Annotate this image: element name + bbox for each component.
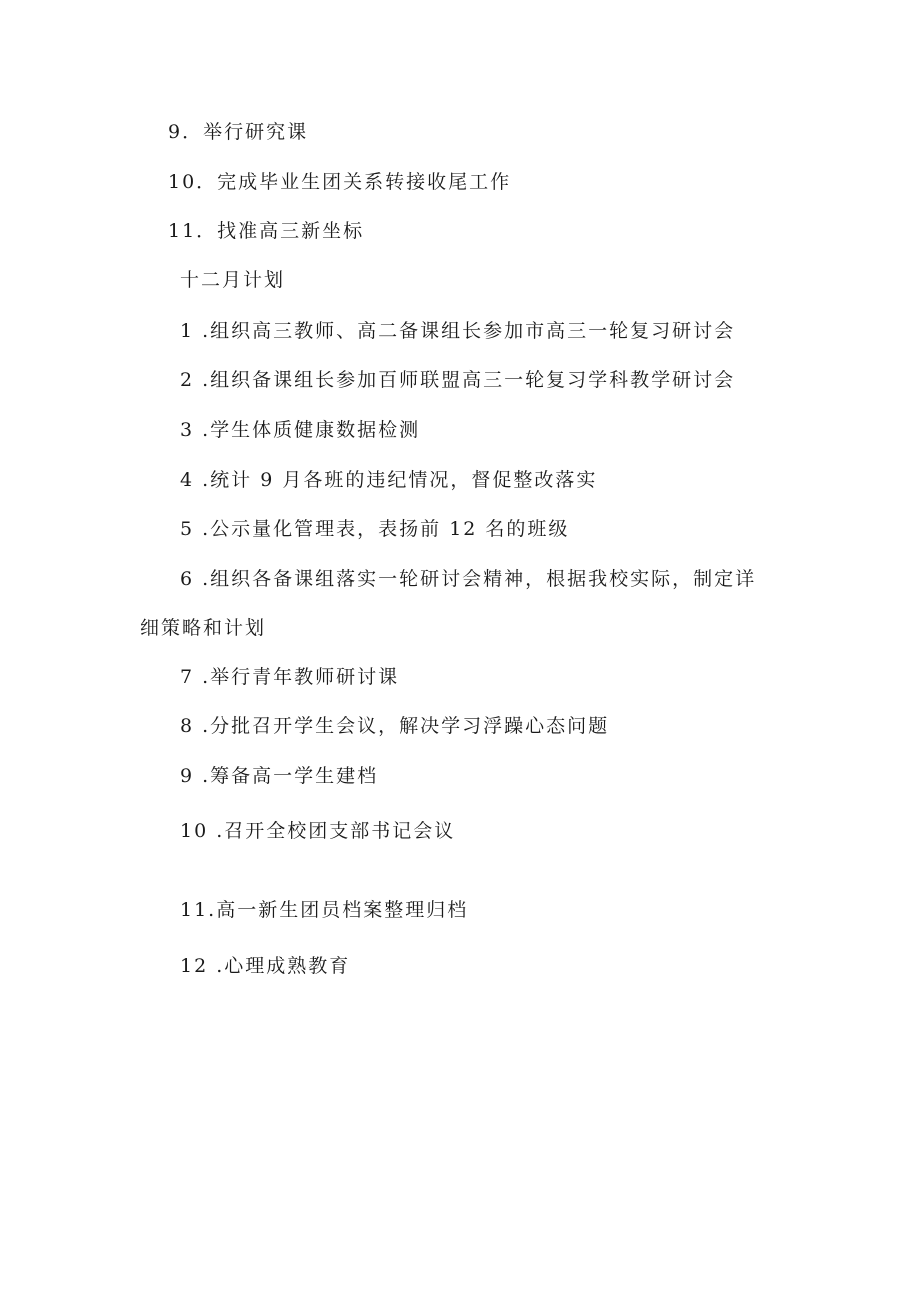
list-item: 9．举行研究课 [168,121,309,143]
list-item: 10 .召开全校团支部书记会议 [180,820,456,842]
section-heading: 十二月计划 [180,269,286,291]
list-item: 10．完成毕业生团关系转接收尾工作 [168,171,512,193]
list-item: 11.高一新生团员档案整理归档 [180,899,469,921]
list-item: 6 .组织各备课组落实一轮研讨会精神，根据我校实际，制定详 [180,568,757,590]
list-item: 4 .统计 9 月各班的违纪情况，督促整改落实 [180,469,598,491]
list-item: 8 .分批召开学生会议，解决学习浮躁心态问题 [180,715,610,737]
list-item: 9 .筹备高一学生建档 [180,765,379,787]
list-item: 7 .举行青年教师研讨课 [180,666,400,688]
list-item: 3 .学生体质健康数据检测 [180,419,421,441]
list-item: 5 .公示量化管理表，表扬前 12 名的班级 [180,518,570,540]
list-item: 2 .组织备课组长参加百师联盟高三一轮复习学科教学研讨会 [180,369,736,391]
list-item: 12 .心理成熟教育 [180,955,351,977]
list-item: 11．找准高三新坐标 [168,220,365,242]
list-item-continuation: 细策略和计划 [140,617,267,639]
list-item: 1 .组织高三教师、高二备课组长参加市高三一轮复习研讨会 [180,320,736,342]
